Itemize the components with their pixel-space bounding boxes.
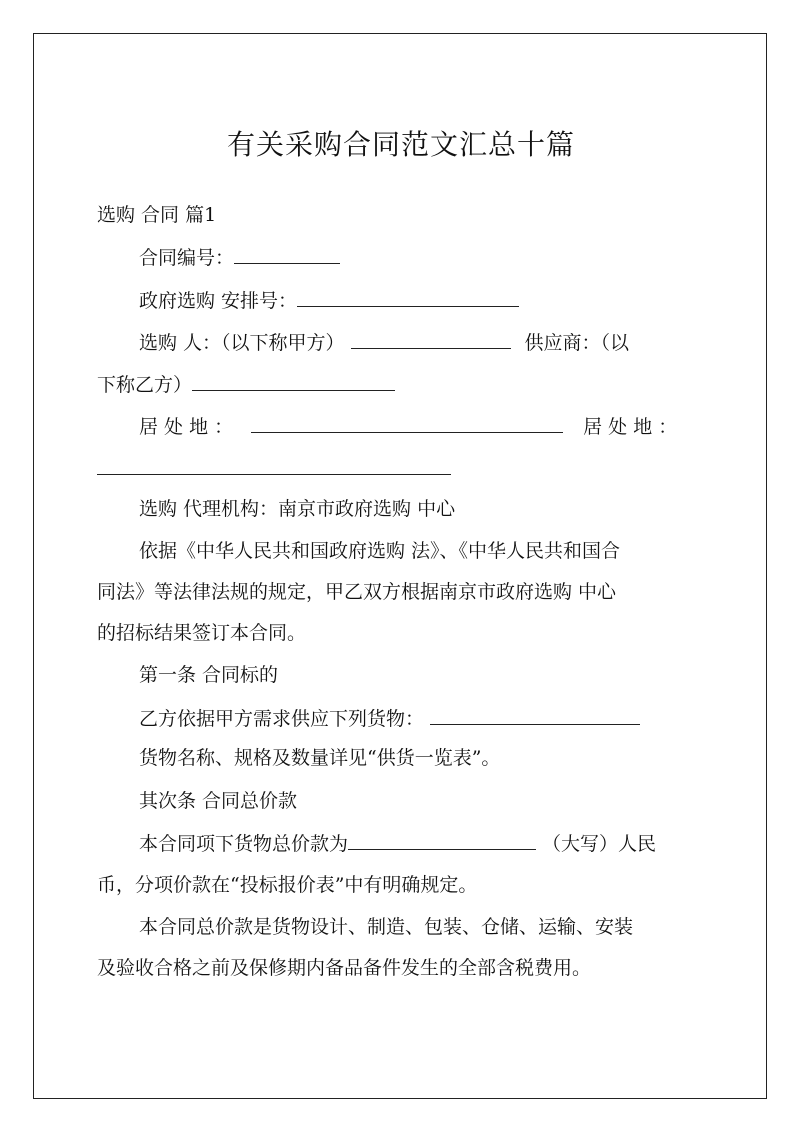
article-1-text-label: 乙方依据甲方需求供应下列货物：: [139, 708, 425, 730]
article-1-text: [97, 704, 705, 733]
supplier-address-blank: [97, 454, 451, 475]
article-2-line-1: [97, 829, 705, 858]
article-1-title: 第一条 合同标的: [139, 664, 279, 686]
article-2-title: 其次条 合同总价款: [139, 790, 298, 812]
gov-arrangement-label: 政府选购 安排号：: [139, 290, 298, 312]
contract-number-label: 合同编号：: [139, 247, 235, 269]
contract-number-line: [97, 243, 705, 272]
agency-line: 选购 代理机构：南京市政府选购 中心: [139, 498, 456, 520]
supplier-blank: [192, 370, 395, 391]
buyer-address-blank: [251, 412, 563, 433]
supplier-address-line: [97, 454, 705, 483]
goods-blank: [430, 704, 640, 725]
basis-line-1: 依据《中华人民共和国政府选购 法》、《中华人民共和国合: [139, 540, 621, 562]
supplier-label: 供应商：（以: [524, 332, 630, 354]
article-2-line-2: 币，分项价款在“投标报价表”中有明确规定。: [97, 874, 478, 896]
document-title: 有关采购合同范文汇总十篇: [226, 128, 575, 161]
article-1-detail: 货物名称、规格及数量详见“供货一览表”。: [139, 747, 501, 769]
parties-line-2: [97, 370, 705, 399]
total-price-label: 本合同项下货物总价款为: [139, 833, 349, 855]
contract-number-blank: [234, 243, 340, 264]
article-2-line-3: 本合同总价款是货物设计、制造、包装、仓储、运输、安装: [139, 916, 634, 938]
gov-arrangement-line: [97, 286, 705, 315]
buyer-address-label: 居 处 地 ：: [139, 416, 234, 438]
buyer-blank: [351, 328, 511, 349]
basis-line-2: 同法》等法律法规的规定，甲乙双方根据南京市政府选购 中心: [97, 581, 617, 603]
supplier-label-cont: 下称乙方）: [97, 374, 193, 396]
section-heading: 选购 合同 篇1: [97, 204, 217, 226]
gov-arrangement-blank: [297, 286, 519, 307]
parties-line-1: [97, 328, 705, 357]
basis-line-3: 的招标结果签订本合同。: [97, 622, 307, 644]
address-line: [97, 412, 705, 441]
article-2-line-4: 及验收合格之前及保修期内备品备件发生的全部含税费用。: [97, 957, 592, 979]
total-price-blank: [348, 829, 536, 850]
buyer-label: 选购 人：（以下称甲方）: [139, 332, 345, 354]
supplier-address-label: 居 处 地 ：: [583, 416, 678, 438]
total-price-capital-label: （大写）人民: [542, 833, 657, 855]
